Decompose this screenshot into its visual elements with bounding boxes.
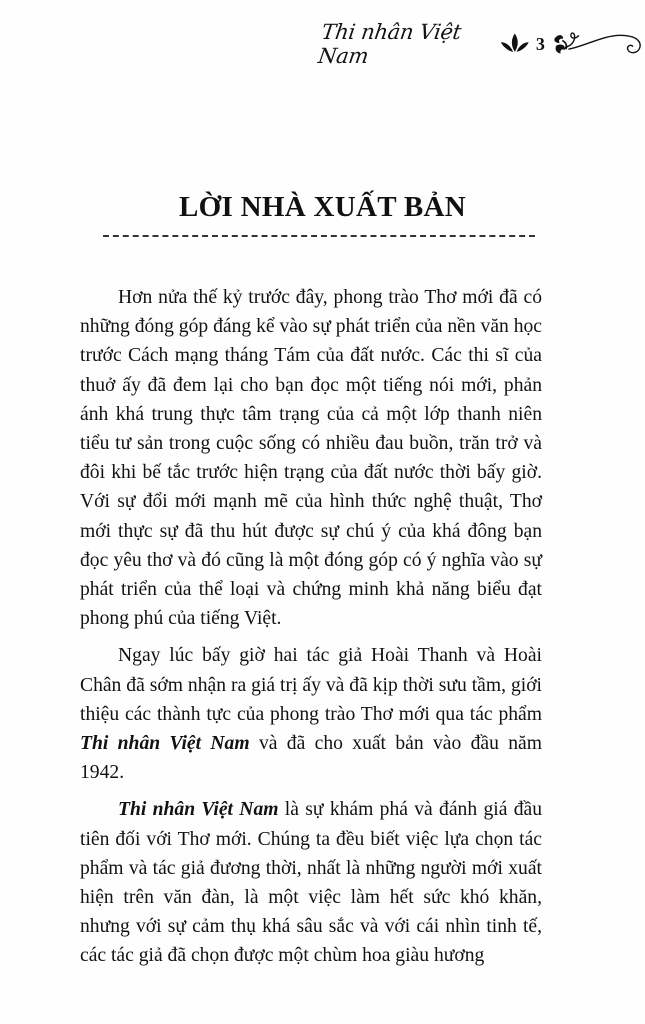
lotus-icon (500, 31, 530, 57)
paragraph-1 (80, 283, 542, 633)
page-number: 3 (535, 33, 545, 54)
body-text (80, 283, 542, 971)
running-title: Thi nhân Việt Nam (316, 20, 463, 68)
chapter-title: LỜI NHÀ XUẤT BẢN (178, 191, 467, 224)
text-segment: là sự khám phá và đánh giá đầu tiên đối với Thơ mới. Chúng ta đều biết việc lựa chọn tác phẩm và tác giả đương thời, nhất là những người mới xuất hiện trên văn đàn, là một việc làm hết sức khó khăn, nhưng với sự cảm thụ khá sâu sắc và với cái nhìn tinh tế, các tác giả đã chọn được một chùm hoa giàu hương (80, 799, 542, 967)
running-header (316, 20, 645, 68)
paragraph-3 (80, 795, 542, 970)
text-segment: và đã cho xuất bản vào đầu năm 1942. (80, 733, 542, 784)
book-title-emphasis: Thi nhân Việt Nam (118, 799, 279, 821)
text-segment: Hơn nửa thế kỷ trước đây, phong trào Thơ mới đã có những đóng góp đáng kể vào sự phát triển của nền văn học trước Cách mạng tháng Tám của đất nước. Các thi sĩ của thuở ấy đã đem lại cho bạn đọc một tiếng nói mới, phản ánh khá trung thực tâm trạng của cả một lớp thanh niên tiểu tư sản trong cuộc sống có nhiều đau buồn, trăn trở và đôi khi bế tắc trước hiện trạng của đất nước thời bấy giờ. Với sự đổi mới mạnh mẽ của hình thức nghệ thuật, Thơ mới thực sự đã thu hút được sự chú ý của khá đông bạn đọc yêu thơ và đó cũng là một đóng góp có ý nghĩa vào sự phát triển của thể loại và chứng minh khả năng biểu đạt phong phú của tiếng Việt. (80, 287, 542, 630)
book-title-emphasis: Thi nhân Việt Nam (80, 733, 250, 755)
text-segment: Ngay lúc bấy giờ hai tác giả Hoài Thanh và Hoài Chân đã sớm nhận ra giá trị ấy và đã kịp thời sưu tầm, giới thiệu các thành tực của phong trào Thơ mới qua tác phẩm (80, 645, 542, 725)
paragraph-2 (80, 641, 542, 787)
flourish-icon (551, 24, 645, 64)
dashed-divider (103, 235, 535, 237)
